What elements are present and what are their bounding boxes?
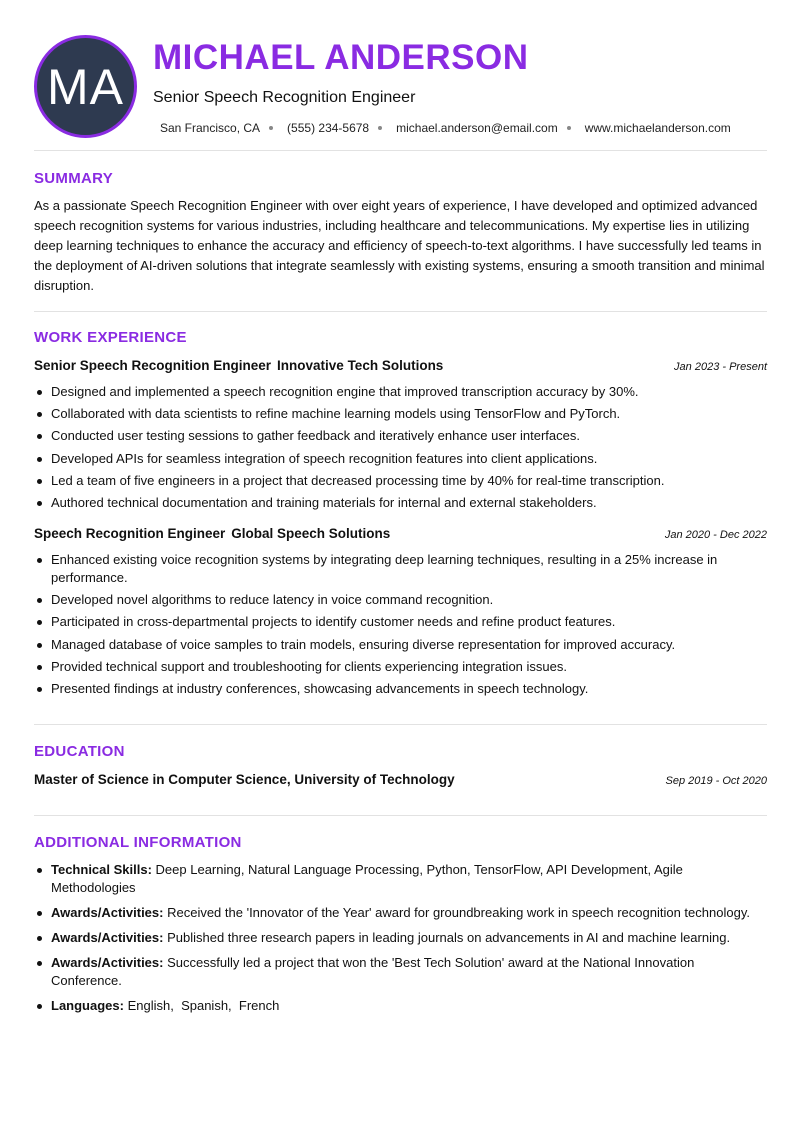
list-item: Led a team of five engineers in a project that decreased processing time by 40% for real-time transcription. — [34, 472, 767, 490]
list-item: Conducted user testing sessions to gather feedback and iteratively enhance user interfaces. — [34, 427, 767, 445]
item-text: Published three research papers in leading journals on advancements in AI and machine learning. — [167, 930, 731, 945]
additional-heading: ADDITIONAL INFORMATION — [34, 834, 242, 851]
item-text: Successfully led a project that won the 'Best Tech Solution' award at the National Innovation Conference. — [51, 955, 695, 988]
contact-phone: (555) 234-5678 — [287, 121, 370, 135]
list-item — [34, 861, 767, 897]
list-item — [34, 929, 767, 947]
list-item: Authored technical documentation and training materials for internal and external stakeholders. — [34, 494, 767, 512]
separator-dot-icon — [378, 126, 382, 130]
separator-dot-icon — [567, 126, 571, 130]
item-text: Received the 'Innovator of the Year' award for groundbreaking work in speech recognition technology. — [167, 905, 750, 920]
list-item — [34, 904, 767, 922]
list-item: Participated in cross-departmental projects to identify customer needs and refine product features. — [34, 613, 767, 631]
item-text: Deep Learning, Natural Language Processing, Python, TensorFlow, API Development, Agile Methodologies — [51, 862, 683, 895]
item-label: Awards/Activities: — [51, 905, 164, 920]
additional-list — [34, 861, 767, 1022]
list-item: Enhanced existing voice recognition systems by integrating deep learning techniques, resulting in a 25% increase in performance. — [34, 551, 767, 587]
job-role: Senior Speech Recognition Engineer — [34, 358, 272, 373]
job-dates: Jan 2020 - Dec 2022 — [664, 529, 767, 541]
job-role-line — [34, 358, 443, 373]
job-bullets — [34, 551, 767, 702]
summary-heading: SUMMARY — [34, 170, 114, 187]
item-label: Awards/Activities: — [51, 955, 164, 970]
item-label: Technical Skills: — [51, 862, 152, 877]
item-text: English, Spanish, French — [127, 998, 280, 1013]
list-item: Collaborated with data scientists to refine machine learning models using TensorFlow and PyTorch. — [34, 405, 767, 423]
divider — [34, 311, 767, 312]
list-item: Designed and implemented a speech recognition engine that improved transcription accuracy by 30%. — [34, 383, 767, 401]
job-dates: Jan 2023 - Present — [674, 361, 767, 373]
contact-website[interactable]: www.michaelanderson.com — [584, 121, 731, 135]
education-degree: Master of Science in Computer Science, University of Technology — [34, 772, 455, 787]
experience-heading: WORK EXPERIENCE — [34, 329, 187, 346]
contact-email[interactable]: michael.anderson@email.com — [396, 121, 558, 135]
list-item: Presented findings at industry conferences, showcasing advancements in speech technology. — [34, 680, 767, 698]
avatar — [34, 35, 137, 138]
job-company: Global Speech Solutions — [231, 526, 391, 541]
list-item — [34, 954, 767, 990]
education-heading: EDUCATION — [34, 743, 125, 760]
candidate-name: MICHAEL ANDERSON — [153, 38, 529, 77]
job-company: Innovative Tech Solutions — [277, 358, 444, 373]
item-label: Languages: — [51, 998, 124, 1013]
job-role: Speech Recognition Engineer — [34, 526, 226, 541]
divider — [34, 150, 767, 151]
summary-text: As a passionate Speech Recognition Engineer with over eight years of experience, I have developed and optimized advanced speech recognition systems for various industries, including healthcare and telecommunications. My expertise lies in utilizing deep learning techniques to enhance the accuracy and efficiency of speech-to-text algorithms. I have successfully led teams in the deployment of AI-driven solutions that integrate seamlessly with existing systems, ensuring a smooth transition and minimal disruption. — [34, 198, 765, 293]
job-header — [34, 358, 767, 376]
education-entry — [34, 772, 767, 787]
avatar-initials: MA — [47, 58, 124, 115]
item-label: Awards/Activities: — [51, 930, 164, 945]
list-item — [34, 997, 767, 1015]
list-item: Provided technical support and troubleshooting for clients experiencing integration issues. — [34, 658, 767, 676]
divider — [34, 724, 767, 725]
job-bullets — [34, 383, 767, 516]
list-item: Developed APIs for seamless integration of speech recognition features into client applications. — [34, 450, 767, 468]
candidate-title: Senior Speech Recognition Engineer — [153, 89, 416, 106]
contact-location: San Francisco, CA — [160, 121, 261, 135]
list-item: Managed database of voice samples to train models, ensuring diverse representation for improved accuracy. — [34, 636, 767, 654]
contact-line — [160, 121, 731, 135]
divider — [34, 815, 767, 816]
education-dates: Sep 2019 - Oct 2020 — [665, 775, 767, 787]
list-item: Developed novel algorithms to reduce latency in voice command recognition. — [34, 591, 767, 609]
separator-dot-icon — [269, 126, 273, 130]
job-header — [34, 526, 767, 544]
job-role-line — [34, 526, 390, 541]
